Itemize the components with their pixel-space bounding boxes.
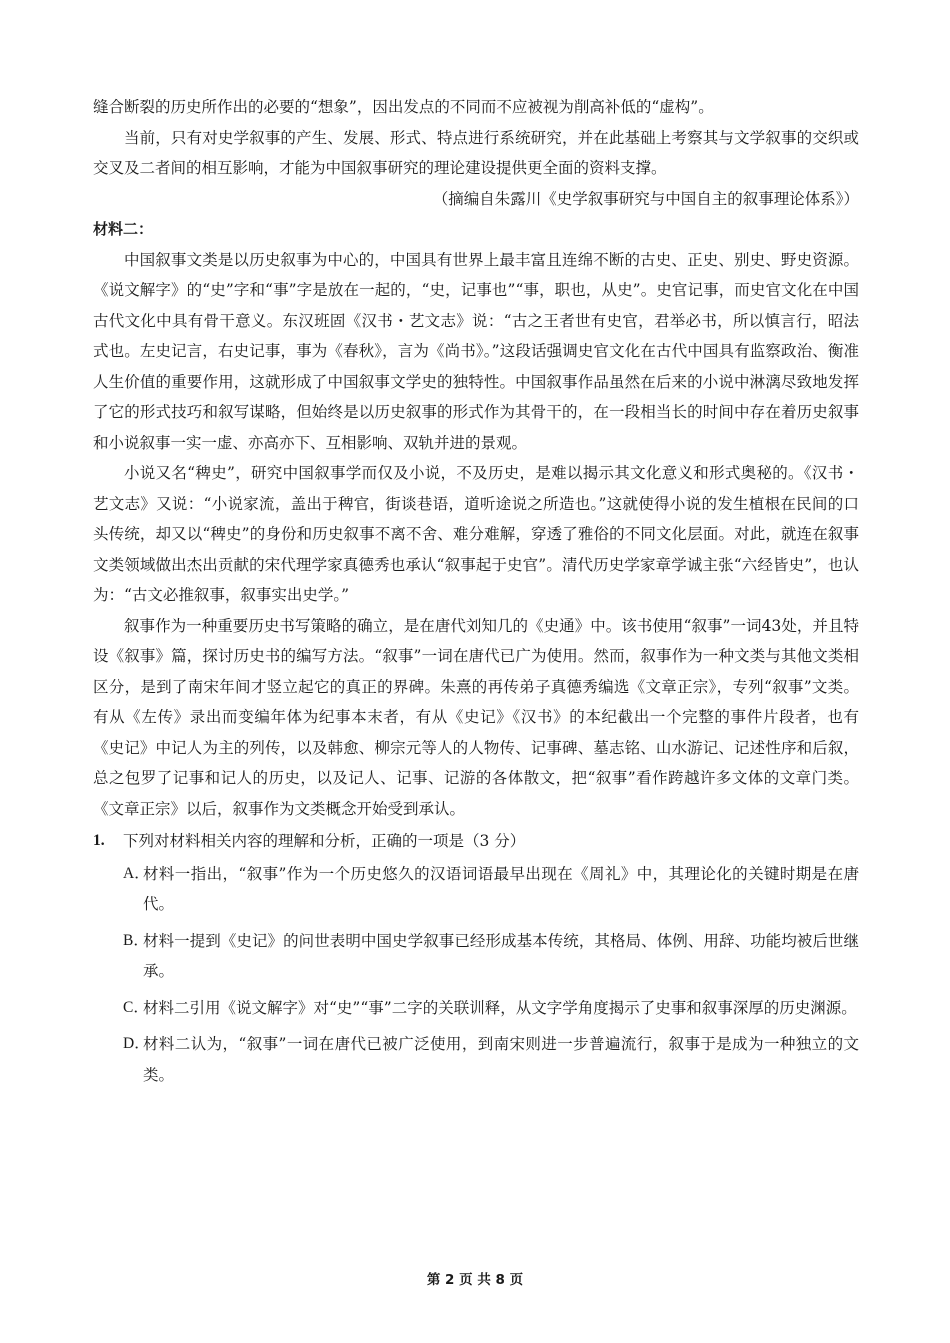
question-number: 1. xyxy=(93,832,105,849)
option-letter: C． xyxy=(123,998,149,1016)
option-b xyxy=(93,926,859,987)
option-d xyxy=(93,1029,859,1090)
material-two-paragraph-1: 中国叙事文类是以历史叙事为中心的，中国具有世界上最丰富且连绵不断的古史、正史、别史、野史资源。《说文解字》的“史”字和“事”字是放在一起的，“史，记事也”“事，职也，从史”。史官记事，而史官文化在中国古代文化中具有骨干意义。东汉班固《汉书・艺文志》说：“古之王者世有史官，君举必书，所以慎言行，昭法式也。左史记言，右史记事，事为《春秋》，言为《尚书》。”这段话强调史官文化在古代中国具有监察政治、衡准人生价值的重要作用，这就形成了中国叙事文学史的独特性。中国叙事作品虽然在后来的小说中淋漓尽致地发挥了它的形式技巧和叙写谋略，但始终是以历史叙事的形式作为其骨干的，在一段相当长的时间中存在着历史叙事和小说叙事一实一虚、亦高亦下、互相影响、双轨并进的景观。 xyxy=(93,250,859,452)
option-letter: B． xyxy=(123,931,149,949)
material-two-paragraph-3: 叙事作为一种重要历史书写策略的确立，是在唐代刘知几的《史通》中。该书使用“叙事”一词43处，并且特设《叙事》篇，探讨历史书的编写方法。“叙事”一词在唐代已广为使用。然而，叙事作为一种文类与其他文类相区分，是到了南宋年间才竖立起它的真正的界碑。朱熹的再传弟子真德秀编选《文章正宗》，专列“叙事”文类。有从《左传》录出而变编年体为纪事本末者，有从《史记》《汉书》的本纪截出一个完整的事件片段者，也有《史记》中记人为主的列传，以及韩愈、柳宗元等人的人物传、记事碑、墓志铭、山水游记、记述性序和后叙，总之包罗了记事和记人的历史，以及记人、记事、记游的各体散文，把“叙事”看作跨越许多文体的文章门类。《文章正宗》以后，叙事作为文类概念开始受到承认。 xyxy=(93,616,859,818)
material-two-paragraph-2: 小说又名“稗史”，研究中国叙事学而仅及小说，不及历史，是难以揭示其文化意义和形式奥秘的。《汉书・艺文志》又说：“小说家流，盖出于稗官，街谈巷语，道听途说之所造也。”这就使得小说的发生植根在民间的口头传统，却又以“稗史”的身份和历史叙事不离不舍、难分难解，穿透了雅俗的不同文化层面。对此，就连在叙事文类领域做出杰出贡献的宋代理学家真德秀也承认“叙事起于史官”。清代历史学家章学诚主张“六经皆史”，也认为：“古文必推叙事，叙事实出史学。” xyxy=(93,464,859,604)
question-1 xyxy=(93,826,859,857)
page-footer: 第 2 页 共 8 页 xyxy=(426,1272,524,1288)
passage-conclusion-paragraph: 当前，只有对史学叙事的产生、发展、形式、特点进行系统研究，并在此基础上考察其与文学叙事的交织或交叉及二者间的相互影响，才能为中国叙事研究的理论建设提供更全面的资料支撑。 xyxy=(93,128,859,177)
option-letter: D． xyxy=(123,1035,150,1052)
question-1-options xyxy=(93,859,859,1091)
page-body xyxy=(93,92,859,1096)
question-stem: 下列对材料相关内容的理解和分析，正确的一项是（3 分） xyxy=(123,832,526,850)
option-text: 材料一提到《史记》的问世表明中国史学叙事已经形成基本传统，其格局、体例、用辞、功能均被后世继承。 xyxy=(143,931,859,980)
option-c xyxy=(93,993,859,1024)
source-citation: （摘编自朱露川《史学叙事研究与中国自主的叙事理论体系》） xyxy=(432,189,859,208)
option-a xyxy=(93,859,859,920)
option-letter: A． xyxy=(123,864,150,882)
material-two-heading: 材料二： xyxy=(93,220,154,238)
option-text: 材料一指出，“叙事”作为一个历史悠久的汉语词语最早出现在《周礼》中，其理论化的关键时期是在唐代。 xyxy=(143,864,859,913)
option-text: 材料二认为，“叙事”一词在唐代已被广泛使用，到南宋则进一步普遍流行，叙事于是成为一种独立的文类。 xyxy=(143,1035,859,1084)
option-text: 材料二引用《说文解字》对“史”“事”二字的关联训释，从文字学角度揭示了史事和叙事深厚的历史渊源。 xyxy=(143,998,857,1017)
passage-continuation: 缝合断裂的历史所作出的必要的“想象”，因出发点的不同而不应被视为削高补低的“虚构”。 xyxy=(93,98,714,116)
